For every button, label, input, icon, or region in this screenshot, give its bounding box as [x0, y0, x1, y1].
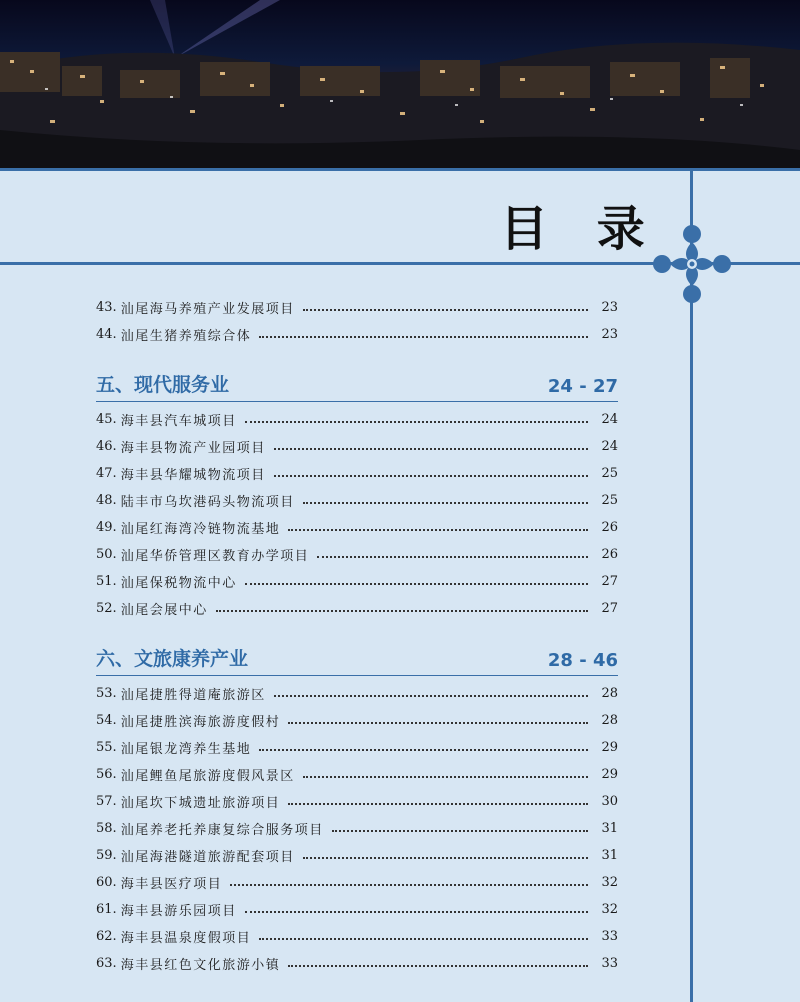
header-city-photo — [0, 0, 800, 168]
toc-entry-number: 58. — [96, 821, 117, 836]
toc-entry[interactable] — [96, 842, 618, 869]
toc-entry-page: 33 — [601, 956, 618, 971]
toc-entry-page: 26 — [601, 520, 618, 535]
section-title: 六、文旅康养产业 — [96, 648, 249, 670]
toc-entry-page: 30 — [601, 794, 618, 809]
toc-entry-number: 49. — [96, 520, 117, 535]
toc-entry-page: 27 — [601, 574, 618, 589]
section-page-range: 24 - 27 — [547, 376, 618, 397]
toc-entry-page: 28 — [601, 686, 618, 701]
toc-entry-number: 54. — [96, 713, 117, 728]
toc-entry[interactable] — [96, 595, 618, 622]
toc-entry-page: 24 — [601, 412, 618, 427]
toc-entry[interactable] — [96, 433, 618, 460]
toc-entry[interactable] — [96, 568, 618, 595]
toc-entry[interactable] — [96, 321, 618, 348]
dot-leader — [288, 722, 588, 724]
toc-entry-page: 29 — [601, 767, 618, 782]
toc-entry-title: 汕尾会展中心 — [120, 603, 208, 618]
toc-entry-page: 27 — [601, 601, 618, 616]
toc-entry-title: 汕尾海港隧道旅游配套项目 — [120, 850, 295, 865]
toc-entry-title: 海丰县温泉度假项目 — [120, 931, 252, 946]
dot-leader — [332, 830, 588, 832]
toc-entry-page: 26 — [601, 547, 618, 562]
toc-entry-number: 48. — [96, 493, 117, 508]
toc-entry[interactable] — [96, 761, 618, 788]
toc-entry-number: 63. — [96, 956, 117, 971]
night-city-photo-icon — [0, 0, 800, 168]
toc-entry-number: 44. — [96, 327, 117, 342]
toc-entry-number: 60. — [96, 875, 117, 890]
toc-entry-number: 50. — [96, 547, 117, 562]
toc-entry-title: 汕尾捷胜得道庵旅游区 — [120, 688, 266, 703]
toc-entry[interactable] — [96, 294, 618, 321]
toc-entry-number: 52. — [96, 601, 117, 616]
dot-leader — [274, 448, 588, 450]
dot-leader — [245, 421, 588, 423]
toc-entry-page: 23 — [601, 300, 618, 315]
toc-entry-number: 59. — [96, 848, 117, 863]
toc-entry-title: 海丰县物流产业园项目 — [120, 441, 266, 456]
toc-entry-title: 汕尾红海湾冷链物流基地 — [120, 522, 281, 537]
toc-entry[interactable] — [96, 460, 618, 487]
toc-entry-number: 55. — [96, 740, 117, 755]
toc-entry-title: 陆丰市乌坎港码头物流项目 — [120, 495, 295, 510]
dot-leader — [288, 529, 588, 531]
toc-entry-title: 海丰县红色文化旅游小镇 — [120, 958, 281, 973]
toc-entry-title: 汕尾养老托养康复综合服务项目 — [120, 823, 324, 838]
dot-leader — [274, 475, 588, 477]
dot-leader — [230, 884, 588, 886]
toc-entry-number: 43. — [96, 300, 117, 315]
dot-leader — [303, 309, 588, 311]
section-heading[interactable] — [96, 634, 618, 676]
ornament-flourish-icon — [648, 220, 736, 308]
dot-leader — [259, 938, 588, 940]
toc-entry-page: 25 — [601, 466, 618, 481]
page-title: 目 录 — [500, 201, 661, 257]
toc-entry-title: 海丰县医疗项目 — [120, 877, 223, 892]
toc-entry-number: 45. — [96, 412, 117, 427]
toc-entry[interactable] — [96, 541, 618, 568]
toc-entry-title: 汕尾鲤鱼尾旅游度假风景区 — [120, 769, 295, 784]
toc-entry-title: 汕尾捷胜滨海旅游度假村 — [120, 715, 281, 730]
toc-entry[interactable] — [96, 707, 618, 734]
dot-leader — [259, 749, 588, 751]
toc-entry[interactable] — [96, 680, 618, 707]
toc-entry[interactable] — [96, 950, 618, 977]
toc-entry-number: 46. — [96, 439, 117, 454]
toc-entry[interactable] — [96, 869, 618, 896]
toc-entry[interactable] — [96, 896, 618, 923]
toc-entry[interactable] — [96, 406, 618, 433]
toc-entry-number: 47. — [96, 466, 117, 481]
toc-entry-page: 32 — [601, 875, 618, 890]
toc-entry-title: 汕尾华侨管理区教育办学项目 — [120, 549, 310, 564]
toc-entry-number: 51. — [96, 574, 117, 589]
toc-entry-title: 汕尾坎下城遗址旅游项目 — [120, 796, 281, 811]
toc-entry-page: 31 — [601, 848, 618, 863]
dot-leader — [288, 803, 588, 805]
dot-leader — [216, 610, 588, 612]
toc-entry[interactable] — [96, 788, 618, 815]
toc-entry-title: 汕尾生猪养殖综合体 — [120, 329, 252, 344]
toc-entry-number: 57. — [96, 794, 117, 809]
toc-entry-title: 汕尾银龙湾养生基地 — [120, 742, 252, 757]
dot-leader — [303, 502, 588, 504]
section-title: 五、现代服务业 — [96, 374, 230, 396]
dot-leader — [245, 911, 588, 913]
toc-entry-title: 汕尾保税物流中心 — [120, 576, 237, 591]
toc-entry-page: 32 — [601, 902, 618, 917]
dot-leader — [274, 695, 588, 697]
dot-leader — [288, 965, 588, 967]
toc-entry[interactable] — [96, 487, 618, 514]
toc-entry-title: 海丰县汽车城项目 — [120, 414, 237, 429]
toc-entry-number: 56. — [96, 767, 117, 782]
toc-entry-page: 28 — [601, 713, 618, 728]
toc-entry[interactable] — [96, 815, 618, 842]
toc-entry-page: 31 — [601, 821, 618, 836]
table-of-contents — [96, 294, 618, 977]
toc-entry-number: 61. — [96, 902, 117, 917]
toc-entry-page: 25 — [601, 493, 618, 508]
toc-entry-title: 海丰县华耀城物流项目 — [120, 468, 266, 483]
dot-leader — [259, 336, 588, 338]
toc-entry-page: 23 — [601, 327, 618, 342]
toc-entry[interactable] — [96, 923, 618, 950]
dot-leader — [303, 857, 588, 859]
toc-entry[interactable] — [96, 734, 618, 761]
toc-entry-number: 53. — [96, 686, 117, 701]
toc-entry-page: 24 — [601, 439, 618, 454]
section-heading[interactable] — [96, 360, 618, 402]
toc-entry[interactable] — [96, 514, 618, 541]
dot-leader — [303, 776, 588, 778]
toc-entry-title: 汕尾海马养殖产业发展项目 — [120, 302, 295, 317]
toc-entry-title: 海丰县游乐园项目 — [120, 904, 237, 919]
toc-entry-page: 29 — [601, 740, 618, 755]
dot-leader — [317, 556, 588, 558]
dot-leader — [245, 583, 588, 585]
toc-entry-page: 33 — [601, 929, 618, 944]
toc-entry-number: 62. — [96, 929, 117, 944]
section-page-range: 28 - 46 — [547, 650, 618, 671]
